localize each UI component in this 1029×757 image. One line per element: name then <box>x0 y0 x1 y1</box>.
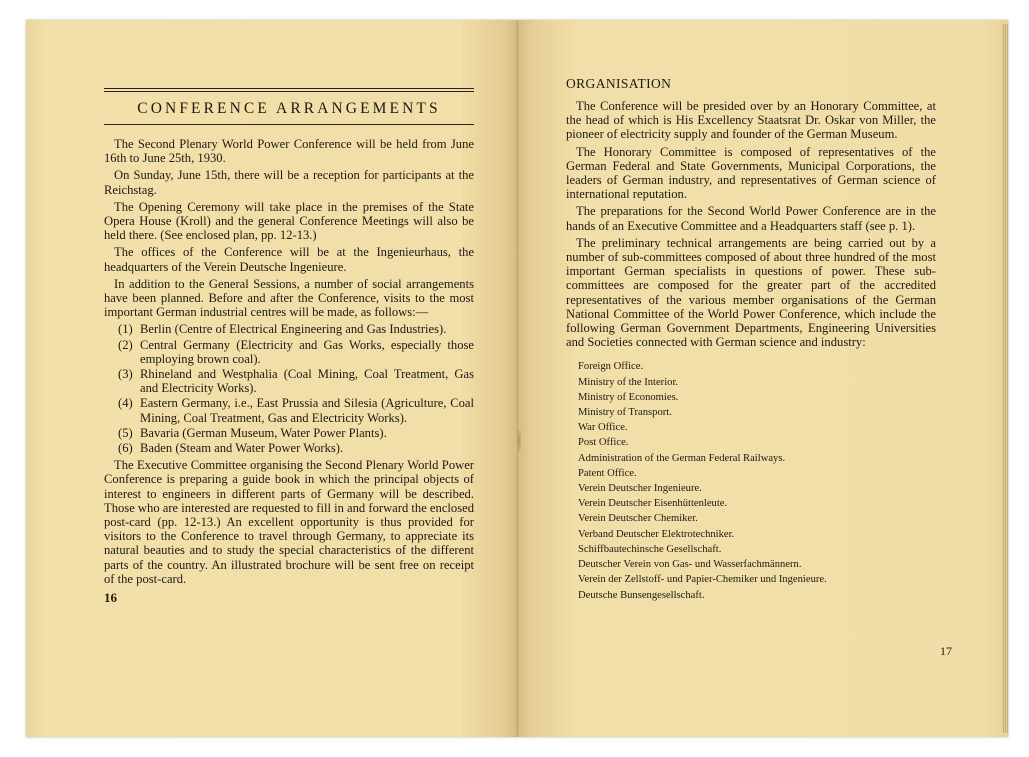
list-item <box>104 338 474 366</box>
list-item: Verein Deutscher Chemiker. <box>578 513 698 525</box>
left-page-content <box>104 88 474 606</box>
right-page-content <box>566 76 936 603</box>
list-number: (3) <box>118 367 133 382</box>
paragraph: The preliminary technical arrangements are being carried out by a number of sub-committees composed of about three hundred of the most important German specialists in questions of power. These sub-committees are composed for the greater part of the accredited representatives of the various member organisations of the German National Committee of the World Power Conference, which include the following German Government Departments, Engineering Universities and Societies connected with German science and industry: <box>566 235 936 350</box>
list-item: War Office. <box>578 422 628 434</box>
list-item: Verein Deutscher Eisenhüttenleute. <box>578 498 728 510</box>
left-page <box>26 20 518 737</box>
paragraph: The preparations for the Second World Power Conference are in the hands of an Executive Committee and a Headquarters staff (see p. 1). <box>566 204 936 233</box>
list-item: Verein der Zellstoff- und Papier-Chemiker und Ingenieure. <box>578 574 827 586</box>
list-number: (1) <box>118 322 133 337</box>
list-number: (6) <box>118 441 133 456</box>
paragraph: The offices of the Conference will be at the Ingenieurhaus, the headquarters of the Verein Deutsche Ingenieure. <box>104 245 474 274</box>
list-item: Post Office. <box>578 437 629 449</box>
list-item <box>104 441 474 455</box>
list-text: Berlin (Centre of Electrical Engineering and Gas Industries). <box>140 322 447 337</box>
open-booklet <box>26 20 1011 737</box>
list-text: Central Germany (Electricity and Gas Works, especially those employing brown coal). <box>140 337 474 366</box>
paragraph: The Opening Ceremony will take place in the premises of the State Opera House (Kroll) and the general Conference Meetings will also be held there. (See enclosed plan, pp. 12-13.) <box>104 199 474 243</box>
list-text: Eastern Germany, i.e., East Prussia and Silesia (Agriculture, Coal Mining, Coal Treatment, Gas and Electricity Works). <box>140 396 474 425</box>
list-item <box>104 367 474 395</box>
gutter-mark <box>518 430 521 452</box>
section-title: ORGANISATION <box>566 76 672 91</box>
list-item: Verein Deutscher Ingenieure. <box>578 483 702 495</box>
heading-rule-bottom <box>104 124 474 125</box>
list-item: Foreign Office. <box>578 361 644 373</box>
list-text: Rhineland and Westphalia (Coal Mining, Coal Treatment, Gas and Electricity Works). <box>140 367 474 396</box>
list-item <box>104 426 474 440</box>
list-number: (5) <box>118 425 133 440</box>
list-item: Administration of the German Federal Railways. <box>578 452 786 464</box>
list-item <box>104 322 474 336</box>
paragraph: In addition to the General Sessions, a number of social arrangements have been planned. Before and after the Conference, visits to the most important German industrial centres will be made, as follows:— <box>104 276 474 320</box>
heading-rule-top <box>104 88 474 92</box>
list-item: Schiffbautechinsche Gesellschaft. <box>578 543 722 555</box>
list-number: (2) <box>118 337 133 352</box>
paragraph: The Second Plenary World Power Conference will be held from June 16th to June 25th, 1930. <box>104 137 474 166</box>
organisations-list <box>566 359 936 602</box>
list-item <box>104 396 474 424</box>
list-text: Bavaria (German Museum, Water Power Plants). <box>140 425 387 440</box>
list-item: Ministry of Transport. <box>578 407 672 419</box>
list-text: Baden (Steam and Water Power Works). <box>140 441 344 456</box>
paragraph: The Conference will be presided over by an Honorary Committee, at the head of which is His Excellency Staatsrat Dr. Oskar von Miller, the pioneer of electricity supply and founder of the German Museum. <box>566 99 936 142</box>
page-heading: CONFERENCE ARRANGEMENTS <box>137 100 441 117</box>
list-item: Patent Office. <box>578 467 637 479</box>
right-page <box>518 20 1008 737</box>
closing-paragraph: The Executive Committee organising the Second Plenary World Power Conference is preparing a guide book in which the principal objects of interest to engineers in different parts of Germany will be described. Those who are interested are requested to fill in and forward the enclosed post-card (pp. 12-13.) An excellent opportunity is thus provided for visitors to the Conference to travel through Germany, to appreciate its natural beauties and to study the special characteristics of the different parts of the country. An illustrated brochure will be sent free on receipt of the post-card. <box>104 458 474 586</box>
list-item: Ministry of the Interior. <box>578 376 679 388</box>
paragraph: On Sunday, June 15th, there will be a reception for participants at the Reichstag. <box>104 168 474 197</box>
list-number: (4) <box>118 396 133 411</box>
list-item: Verband Deutscher Elektrotechniker. <box>578 528 735 540</box>
list-item: Deutsche Bunsengesellschaft. <box>578 589 705 601</box>
paragraph: The Honorary Committee is composed of representatives of the German Federal and State Governments, Municipal Corporations, the leaders of German industry, and representatives of German science of international reputation. <box>566 144 936 202</box>
list-item: Ministry of Economies. <box>578 391 679 403</box>
list-item: Deutscher Verein von Gas- und Wasserfachmännern. <box>578 559 802 571</box>
industrial-centres-list <box>104 322 474 455</box>
page-number-left: 16 <box>104 590 117 606</box>
page-number-right: 17 <box>940 644 952 658</box>
